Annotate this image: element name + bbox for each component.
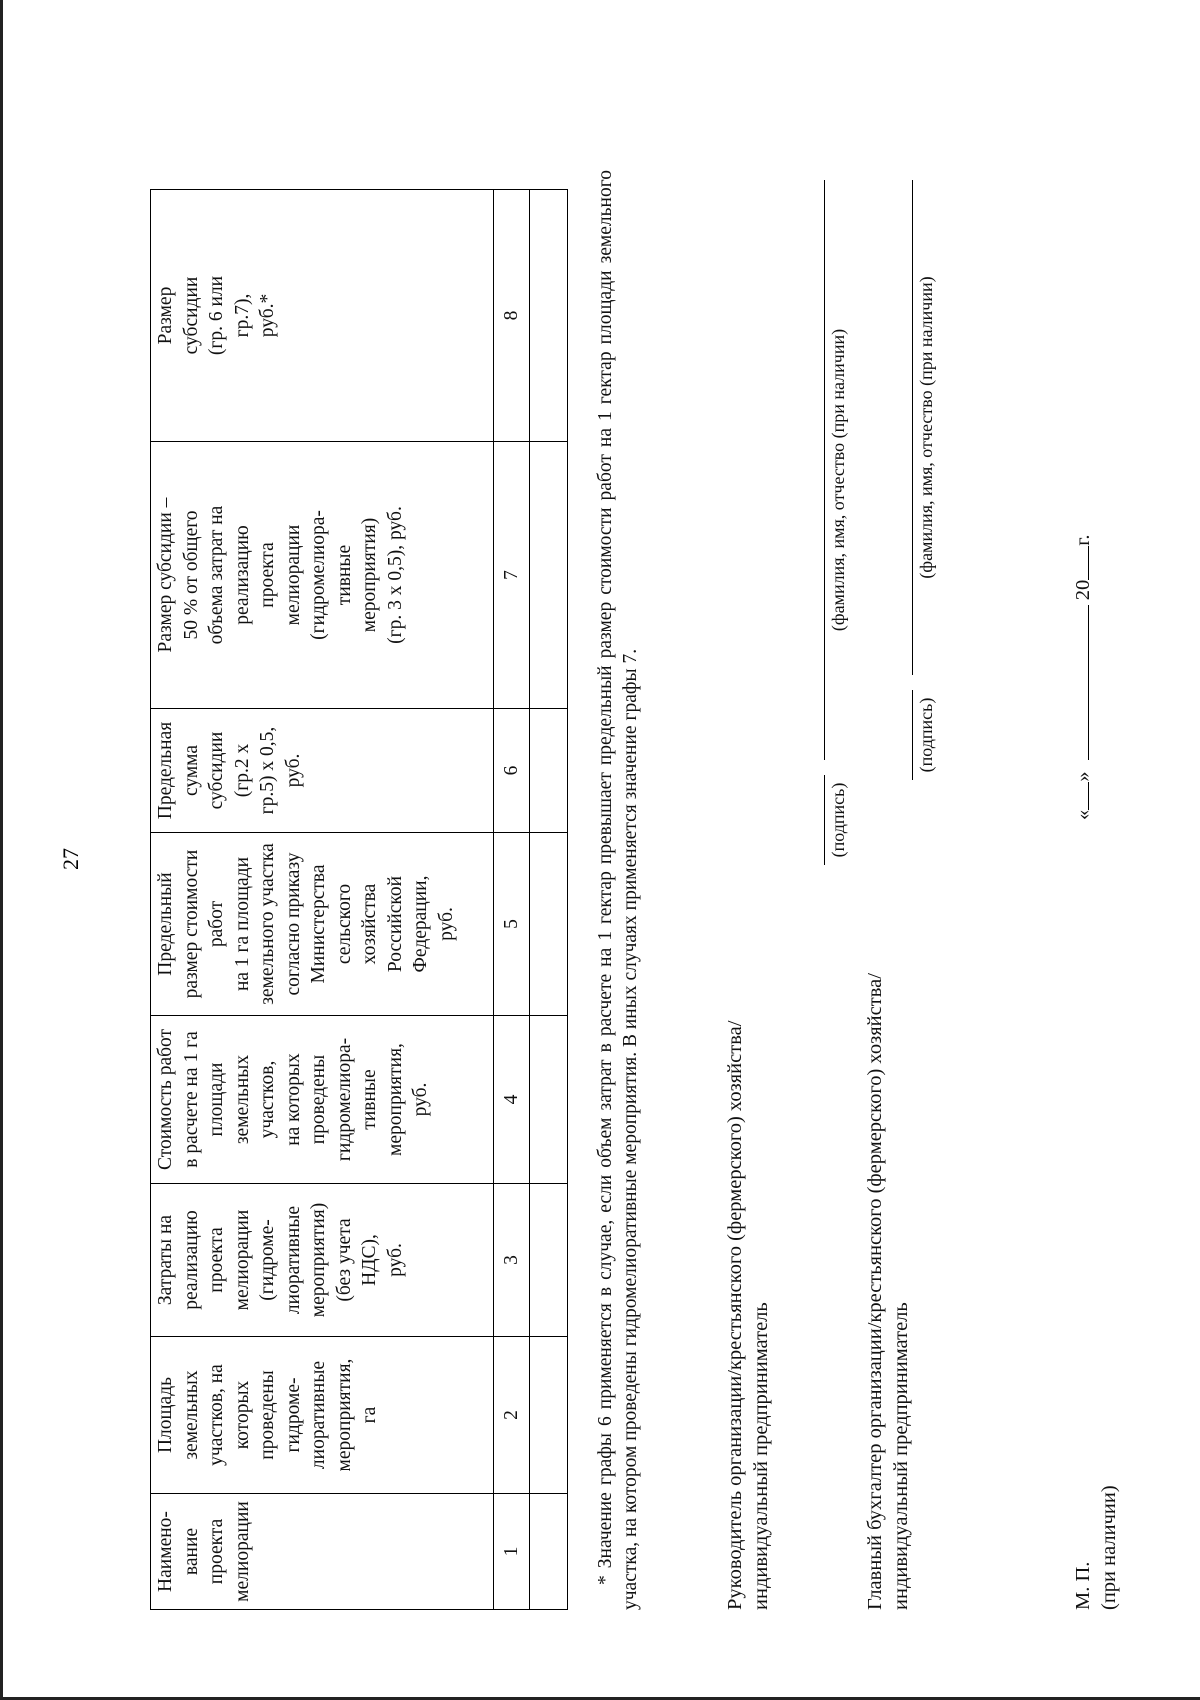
accountant-title-line2: индивидуальный предприниматель: [890, 1302, 912, 1610]
header-cell: Стоимость работ в расчете на 1 га площади земельных участков, на которых проведены гидромелиора- тивные мероприятия, руб.: [151, 1016, 494, 1184]
seal-block: [1070, 1485, 1122, 1610]
header-cell: Предельный размер стоимости работ на 1 га площади земельного участка согласно приказу Министерства сельского хозяйства Российской Федерации, руб.: [151, 833, 494, 1016]
subsidy-table: [150, 189, 568, 1610]
header-cell: Размер субсидии – 50 % от общего объема затрат на реализацию проекта мелиорации (гидромелиора- тивные мероприятия) (гр. 3 х 0,5), руб.: [151, 442, 494, 709]
footnote-text: * Значение графы 6 применяется в случае, если объем затрат в расчете на 1 гектар превышает предельный размер стоимости работ на 1 гектар площади земельного участка, на котором проведены гидромелиоративные мероприятия. В иных случаях применяется значение графы 7.: [595, 170, 641, 1610]
column-number: 5: [494, 833, 530, 1016]
column-number: 4: [494, 1016, 530, 1184]
head-signature-line: [824, 775, 825, 865]
column-number-row: [494, 190, 530, 1610]
accountant-title-line1: Главный бухгалтер организации/крестьянского (фермерского) хозяйства/: [864, 973, 886, 1610]
column-number: 3: [494, 1184, 530, 1337]
date-open-quote: «: [1072, 809, 1094, 820]
header-cell: Наимено- вание проекта мелиорации: [151, 1494, 494, 1610]
column-number: 6: [494, 709, 530, 833]
head-signature-caption: (подпись): [828, 782, 848, 858]
empty-data-row: [530, 190, 568, 1610]
header-cell: Площадь земельных участков, на которых проведены гидроме- лиоративные мероприятия, га: [151, 1337, 494, 1494]
rotated-content: [150, 170, 1200, 1610]
accountant-name-caption: (фамилия, имя, отчество (при наличии): [916, 276, 936, 579]
seal-note: (при наличии): [1098, 1485, 1120, 1610]
table-cell: [530, 1494, 568, 1610]
footnote: [593, 170, 643, 1610]
header-cell: Затраты на реализацию проекта мелиорации (гидроме- лиоративные мероприятия) (без учета НДС), руб.: [151, 1184, 494, 1337]
date-close-quote: »: [1072, 771, 1094, 782]
header-cell: Размер субсидии (гр. 6 или гр.7), руб.*: [151, 190, 494, 442]
table-cell: [530, 709, 568, 833]
table-cell: [530, 442, 568, 709]
accountant-signature-caption: (подпись): [916, 697, 936, 773]
accountant-name-line: [912, 180, 913, 675]
column-number: 2: [494, 1337, 530, 1494]
table-cell: [530, 833, 568, 1016]
accountant-signature-line: [912, 690, 913, 780]
table-cell: [530, 190, 568, 442]
head-name-line: [824, 180, 825, 760]
page-number: 27: [58, 848, 83, 870]
table-cell: [530, 1016, 568, 1184]
column-number: 8: [494, 190, 530, 442]
header-cell: Предельная сумма субсидии (гр.2 х гр.5) х 0,5, руб.: [151, 709, 494, 833]
head-title-line2: индивидуальный предприниматель: [750, 1302, 772, 1610]
head-title-line1: Руководитель организации/крестьянского (фермерского) хозяйства/: [724, 1020, 746, 1610]
column-number: 7: [494, 442, 530, 709]
date-month-blank: [1070, 605, 1089, 760]
date-year-prefix: 20: [1072, 579, 1094, 601]
date-block: [1070, 535, 1096, 820]
date-year-suffix: г.: [1072, 534, 1094, 546]
table-cell: [530, 1337, 568, 1494]
date-year-blank: [1070, 546, 1089, 580]
table-cell: [530, 1184, 568, 1337]
scan-edge-left: [0, 0, 3, 1700]
seal-label: М. П.: [1072, 1561, 1094, 1610]
head-name-caption: (фамилия, имя, отчество (при наличии): [828, 328, 848, 632]
table-header-row: [151, 190, 494, 1610]
date-day-blank: [1070, 782, 1089, 810]
column-number: 1: [494, 1494, 530, 1610]
